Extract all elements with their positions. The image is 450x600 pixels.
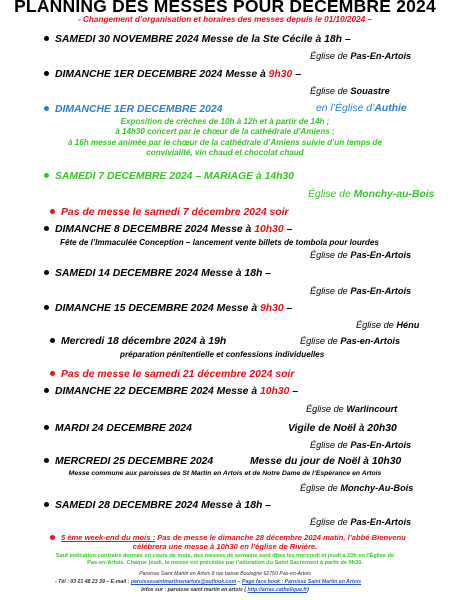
page-title: PLANNING DES MESSES POUR DECEMBRE 2024 (14, 0, 436, 16)
bullet-icon (50, 338, 55, 343)
entry-12-right: Messe du jour de Noël à 10h30 (250, 456, 402, 467)
entry-8-detail: préparation pénitentielle et confessions individuelles (120, 350, 325, 359)
bullet-icon (44, 173, 49, 178)
entry-0-line: SAMEDI 30 NOVEMBRE 2024 Messe de la Ste Cécile à 18h – (44, 34, 351, 45)
notice-line-2: célébrera une messe à 10h30 en l’église de Rivière. (132, 542, 318, 551)
entry-13-line: SAMEDI 28 DECEMBRE 2024 Messe à 18h – (44, 500, 271, 511)
bullet-icon (50, 209, 55, 214)
footer-address: Paroisse Saint Martin en Artois 8 rue basse Boulogne 62760 Pas-en-Artois (139, 571, 311, 577)
entry-13-place: Église de Pas-En-Artois (310, 517, 412, 527)
subtitle: - Changement d’organisation et horaires des messes depuis le 01/10/2024 – (78, 15, 372, 24)
bullet-icon (44, 226, 49, 231)
entry-9-line: Pas de messe le samedi 21 décembre 2024 soir (50, 369, 294, 380)
bullet-icon (44, 106, 49, 111)
entry-11-line: MARDI 24 DECEMBRE 2024 (44, 423, 192, 434)
bullet-icon (44, 388, 49, 393)
footer-contact: - Tél : 03 21 48 23 39 – E-mail : paroissesaintmartinenartois@outlook.com – Page face book : Paroisse Saint Martin en Artois (55, 579, 362, 585)
bullet-icon (44, 502, 49, 507)
facebook-link[interactable]: Page face book : Paroisse Saint Martin en Artois (242, 579, 362, 585)
entry-5-line: DIMANCHE 8 DECEMBRE 2024 Messe à 10h30 – (44, 224, 292, 235)
bullet-icon (50, 535, 55, 540)
bullet-icon (44, 270, 49, 275)
entry-3-line: SAMEDI 7 DECEMBRE 2024 – MARIAGE à 14h30 (44, 171, 294, 182)
entry-11-place: Église de Pas-En-Artois (310, 440, 412, 450)
entry-0-place: Église de Pas-En-Artois (310, 51, 412, 61)
entry-11-right: Vigile de Noël à 20h30 (288, 423, 397, 434)
entry-8-line: Mercredi 18 décembre 2024 à 19h (50, 336, 226, 347)
entry-10-line: DIMANCHE 22 DECEMBRE 2024 Messe à 10h30 – (44, 386, 298, 397)
entry-12-place: Église de Monchy-Au-Bois (300, 483, 414, 493)
email-link[interactable]: paroissesaintmartinenartois@outlook.com (130, 579, 237, 585)
entry-1-place: Église de Souastre (310, 86, 390, 96)
entry-7-place: Église de Hénu (356, 320, 420, 330)
entry-12-line: MERCREDI 25 DECEMBRE 2024 (44, 456, 213, 467)
entry-12-detail: Messe commune aux paroisses de St Martin en Artois et de Notre Dame de l’Espérance en Artois (68, 470, 382, 477)
entry-3-place: Église de Monchy-au-Bois (308, 189, 435, 200)
entry-7-line: DIMANCHE 15 DECEMBRE 2024 Messe à 9h30 – (44, 303, 292, 314)
entry-5-detail: Fête de l’Immaculée Conception – lancement vente billets de tombola pour lourdes (60, 238, 379, 247)
bullet-icon (44, 425, 49, 430)
entry-1-line: DIMANCHE 1ER DECEMBRE 2024 Messe à 9h30 – (44, 69, 301, 80)
entry-6-place: Église de Pas-En-Artois (310, 286, 412, 296)
bullet-icon (44, 71, 49, 76)
bullet-icon (44, 305, 49, 310)
weekday-mass-note: Sauf indication contraire donnée en cours de mois, des messes de semaine sont dites les mercredi et jeudi à 10h en l’Église de Pas-en-Artois. Chaque jeudi, la messe est précédée par l’adoration du Saint Sacrement à partir de 9h30. (55, 553, 395, 566)
entry-2-details: Exposition de crèches de 10h à 12h et à partir de 14h ; à 14h30 concert par le chœur de la cathédrale d’Amiens ; à 16h messe animée par le chœur de la cathédrale d’Amiens suivie d’un temps de convivialité, vin chaud et chocolat chaud (68, 117, 382, 158)
notice-line-1: 5 ème week-end du mois : Pas de messe le dimanche 28 décembre 2024 matin, l’abbé Bienvenu (50, 533, 406, 542)
entry-10-place: Église de Warlincourt (306, 404, 398, 414)
entry-8-place: Église de Pas-en-Artois (300, 336, 401, 346)
footer-infos: Infos sur : paroisse saint martin en artois ( http://arras.catholique.fr) (141, 587, 309, 593)
entry-5-place: Église de Pas-En-Artois (310, 250, 412, 260)
entry-6-line: SAMEDI 14 DECEMBRE 2024 Messe à 18h – (44, 268, 271, 279)
website-link[interactable]: http://arras.catholique.fr (247, 587, 308, 593)
bullet-icon (50, 371, 55, 376)
entry-4-line: Pas de messe le samedi 7 décembre 2024 soir (50, 207, 289, 218)
bullet-icon (44, 36, 49, 41)
entry-2-line: DIMANCHE 1ER DECEMBRE 2024 (44, 104, 222, 115)
entry-2-place: en l’Église d’Authie (316, 103, 407, 114)
bullet-icon (44, 458, 49, 463)
